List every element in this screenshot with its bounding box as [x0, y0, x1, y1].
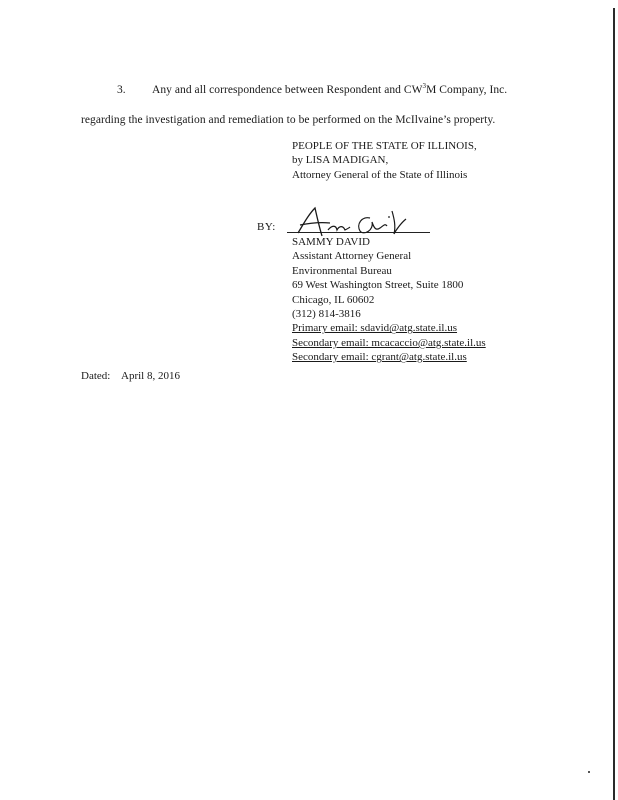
signer-city: Chicago, IL 60602: [292, 293, 375, 306]
paragraph-3-line-2: regarding the investigation and remediation to be performed on the McIlvaine’s property.: [81, 114, 496, 126]
signer-block: [292, 235, 486, 365]
plaintiff-block: [292, 139, 477, 182]
signer-title: Assistant Attorney General: [292, 250, 412, 263]
dated-line: [81, 370, 180, 382]
dated-value: April 8, 2016: [121, 370, 180, 382]
paragraph-number: 3.: [117, 84, 126, 96]
secondary-email-link-2[interactable]: Secondary email: cgrant@atg.state.il.us: [292, 351, 467, 364]
plaintiff-line-2: by LISA MADIGAN,: [292, 154, 389, 167]
page-edge-border: [613, 8, 615, 800]
superscript-3: 3: [422, 82, 427, 91]
signer-street: 69 West Washington Street, Suite 1800: [292, 279, 464, 292]
signer-bureau: Environmental Bureau: [292, 264, 392, 277]
signer-name: SAMMY DAVID: [292, 236, 370, 248]
plaintiff-line-1: PEOPLE OF THE STATE OF ILLINOIS,: [292, 140, 477, 152]
dated-label: Dated:: [81, 370, 111, 382]
paragraph-text-start: Any and all correspondence between Respondent and CW: [152, 84, 423, 96]
scan-speck: [588, 771, 590, 773]
plaintiff-line-3: Attorney General of the State of Illinois: [292, 168, 468, 181]
signer-phone: (312) 814-3816: [292, 308, 361, 321]
by-label: BY:: [257, 221, 276, 233]
primary-email-link[interactable]: Primary email: sdavid@atg.state.il.us: [292, 322, 458, 335]
secondary-email-link-1[interactable]: Secondary email: mcacaccio@atg.state.il.us: [292, 336, 486, 349]
paragraph-text-end: M Company, Inc.: [426, 84, 508, 96]
paragraph-3-line-1: [117, 84, 507, 96]
